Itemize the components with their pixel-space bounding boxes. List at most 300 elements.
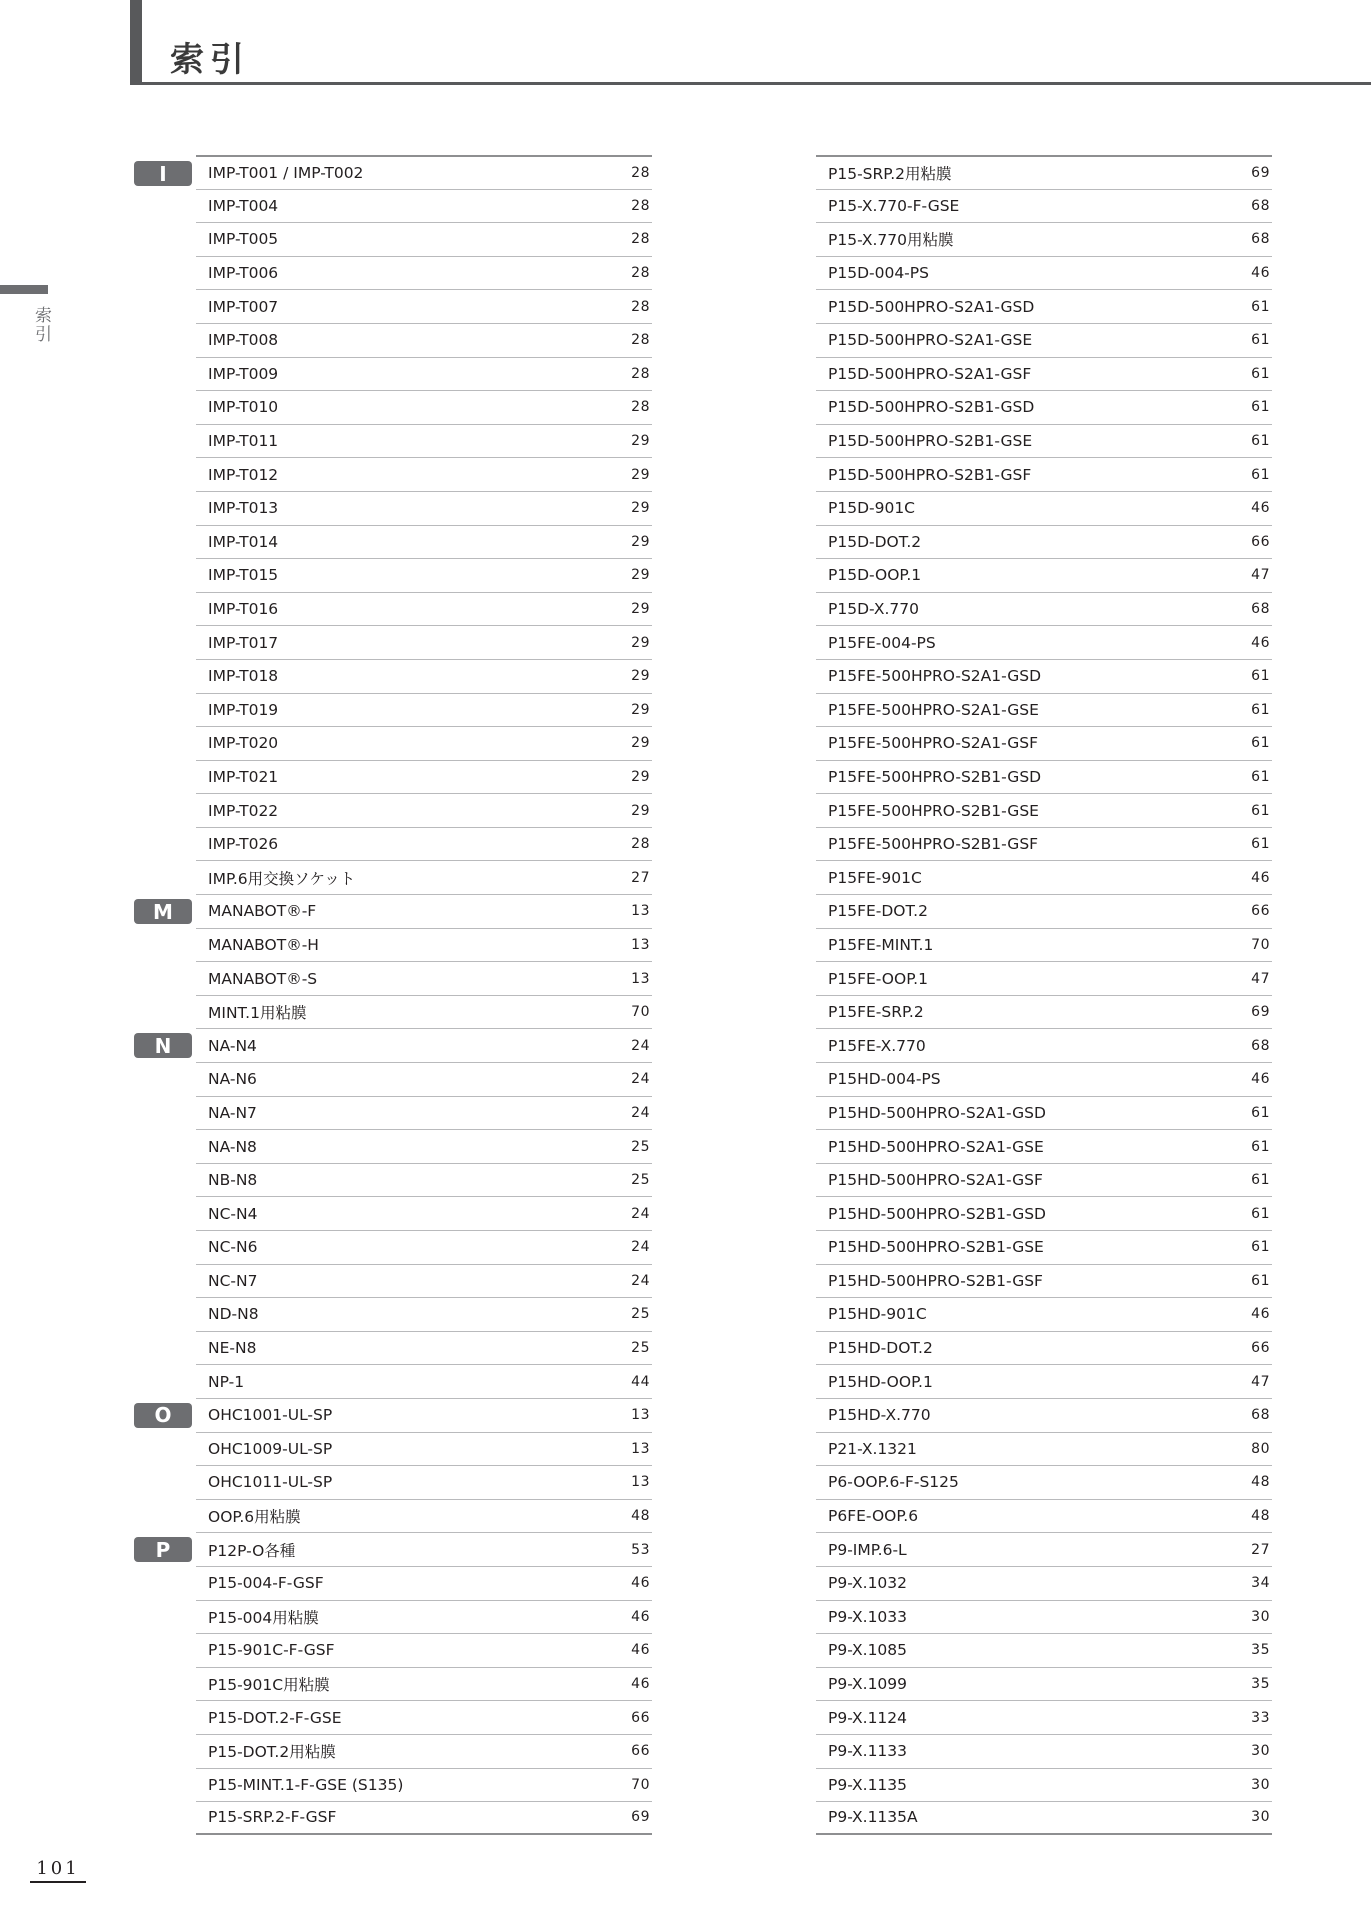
index-entry-page: 68 — [1251, 1407, 1270, 1424]
index-entry-page: 25 — [631, 1306, 650, 1323]
index-entry-page: 44 — [631, 1373, 650, 1390]
index-row — [816, 592, 1272, 626]
index-entry-page: 66 — [1251, 533, 1270, 550]
index-row — [196, 323, 652, 357]
index-row — [196, 457, 652, 491]
index-entry-code: OOP.6用粘膜 — [208, 1508, 301, 1527]
index-entry-page: 61 — [1251, 399, 1270, 416]
index-row — [816, 1667, 1272, 1701]
index-entry-code: P15D-DOT.2 — [828, 532, 922, 551]
index-entry-code: P15HD-DOT.2 — [828, 1339, 933, 1358]
index-row — [196, 995, 652, 1029]
index-entry-code: NP-1 — [208, 1372, 245, 1391]
index-entry-code: IMP-T026 — [208, 835, 279, 854]
index-entry-code: P9-X.1133 — [828, 1742, 908, 1761]
index-entry-code: IMP-T006 — [208, 264, 279, 283]
index-entry-page: 48 — [1251, 1508, 1270, 1525]
index-entry-code: P15HD-OOP.1 — [828, 1372, 933, 1391]
index-entry-page: 46 — [1251, 500, 1270, 517]
index-row — [816, 424, 1272, 458]
index-entry-page: 28 — [631, 365, 650, 382]
index-entry-page: 61 — [1251, 1205, 1270, 1222]
index-entry-code: IMP-T022 — [208, 801, 279, 820]
index-entry-page: 80 — [1251, 1440, 1270, 1457]
index-entry-code: NA-N8 — [208, 1137, 257, 1156]
index-entry-code: P15FE-MINT.1 — [828, 935, 934, 954]
index-row — [196, 289, 652, 323]
index-row — [196, 1667, 652, 1701]
index-row — [816, 1028, 1272, 1062]
index-row — [159, 155, 652, 189]
index-entry-page: 70 — [631, 1004, 650, 1021]
index-entry-page: 13 — [631, 1440, 650, 1457]
index-row — [816, 390, 1272, 424]
index-entry-code: P15D-500HPRO-S2B1-GSF — [828, 465, 1032, 484]
index-entry-code: NC-N6 — [208, 1238, 258, 1257]
index-entry-page: 66 — [1251, 1340, 1270, 1357]
index-entry-code: ND-N8 — [208, 1305, 259, 1324]
index-row — [816, 289, 1272, 323]
title-rule — [130, 82, 1371, 85]
index-row — [816, 1465, 1272, 1499]
index-entry-page: 28 — [631, 836, 650, 853]
index-entry-code: P15-X.770用粘膜 — [828, 231, 954, 250]
index-entry-code: P15HD-500HPRO-S2A1-GSE — [828, 1137, 1044, 1156]
index-row — [196, 659, 652, 693]
index-column-left — [153, 155, 652, 1835]
index-row — [816, 1398, 1272, 1432]
index-row — [196, 693, 652, 727]
index-entry-code: IMP-T008 — [208, 331, 279, 350]
index-entry-code: P15HD-500HPRO-S2A1-GSF — [828, 1171, 1043, 1190]
index-entry-code: NC-N4 — [208, 1204, 258, 1223]
index-row — [816, 1734, 1272, 1768]
index-row — [816, 323, 1272, 357]
index-entry-page: 25 — [631, 1172, 650, 1189]
index-row — [196, 1432, 652, 1466]
index-entry-page: 28 — [631, 265, 650, 282]
index-row — [196, 1297, 652, 1331]
index-entry-page: 61 — [1251, 1172, 1270, 1189]
index-entry-page: 61 — [1251, 802, 1270, 819]
index-row — [196, 1129, 652, 1163]
index-row — [816, 1499, 1272, 1533]
index-column-right — [816, 155, 1272, 1835]
index-entry-page: 29 — [631, 668, 650, 685]
index-entry-page: 28 — [631, 399, 650, 416]
index-entry-code: NC-N7 — [208, 1271, 258, 1290]
index-entry-code: P9-X.1135 — [828, 1775, 908, 1794]
section-letter-badge: O — [134, 1403, 192, 1428]
index-entry-page: 13 — [631, 1474, 650, 1491]
index-entry-code: P15FE-500HPRO-S2A1-GSD — [828, 667, 1042, 686]
index-entry-code: P15HD-500HPRO-S2B1-GSD — [828, 1204, 1046, 1223]
index-entry-page: 46 — [1251, 869, 1270, 886]
index-entry-code: P15D-X.770 — [828, 600, 919, 619]
index-entry-page: 66 — [631, 1743, 650, 1760]
index-entry-code: P15HD-X.770 — [828, 1406, 931, 1425]
index-row — [816, 928, 1272, 962]
index-entry-code: P15D-500HPRO-S2B1-GSE — [828, 432, 1033, 451]
index-entry-page: 48 — [1251, 1474, 1270, 1491]
index-row — [816, 1163, 1272, 1197]
index-row — [816, 491, 1272, 525]
index-entry-code: P15FE-500HPRO-S2B1-GSF — [828, 835, 1039, 854]
index-entry-page: 53 — [631, 1541, 650, 1558]
index-row — [153, 894, 652, 928]
index-entry-page: 24 — [631, 1239, 650, 1256]
index-entry-page: 61 — [1251, 298, 1270, 315]
index-entry-page: 61 — [1251, 1104, 1270, 1121]
index-entry-page: 70 — [631, 1776, 650, 1793]
index-entry-code: P21-X.1321 — [828, 1439, 917, 1458]
index-row — [816, 558, 1272, 592]
index-row — [816, 726, 1272, 760]
index-entry-code: IMP-T007 — [208, 297, 279, 316]
index-row — [196, 525, 652, 559]
index-row — [196, 860, 652, 894]
index-row — [196, 1264, 652, 1298]
index-entry-page: 29 — [631, 500, 650, 517]
index-entry-code: IMP-T014 — [208, 532, 279, 551]
index-entry-page: 47 — [1251, 567, 1270, 584]
index-row — [816, 1532, 1272, 1566]
section-letter-badge: I — [134, 161, 192, 186]
index-entry-code: P15-SRP.2用粘膜 — [828, 164, 952, 183]
index-entry-page: 47 — [1251, 970, 1270, 987]
index-entry-code: P9-IMP.6-L — [828, 1540, 907, 1559]
index-entry-page: 68 — [1251, 1037, 1270, 1054]
index-entry-page: 28 — [631, 164, 650, 181]
index-entry-page: 47 — [1251, 1373, 1270, 1390]
index-entry-code: P9-X.1124 — [828, 1708, 908, 1727]
index-entry-code: P9-X.1033 — [828, 1607, 908, 1626]
index-row — [154, 1398, 652, 1432]
index-entry-code: P15-901C用粘膜 — [208, 1676, 330, 1695]
index-entry-code: NB-N8 — [208, 1171, 258, 1190]
index-entry-page: 29 — [631, 567, 650, 584]
index-entry-code: IMP-T010 — [208, 398, 279, 417]
index-entry-code: P15D-OOP.1 — [828, 566, 922, 585]
index-entry-code: OHC1011-UL-SP — [208, 1473, 333, 1492]
index-row — [196, 1196, 652, 1230]
index-row — [816, 1230, 1272, 1264]
index-row — [816, 1096, 1272, 1130]
index-row — [196, 1465, 652, 1499]
index-row — [816, 793, 1272, 827]
index-entry-page: 13 — [631, 970, 650, 987]
index-entry-code: P15HD-901C — [828, 1305, 927, 1324]
index-row — [196, 1364, 652, 1398]
index-entry-code: P15-MINT.1-F-GSE (S135) — [208, 1775, 404, 1794]
index-entry-code: NE-N8 — [208, 1339, 257, 1358]
index-entry-code: P15-004-F-GSF — [208, 1574, 324, 1593]
index-entry-code: P15D-500HPRO-S2B1-GSD — [828, 398, 1035, 417]
index-entry-page: 69 — [1251, 164, 1270, 181]
index-row — [196, 1633, 652, 1667]
index-entry-page: 29 — [631, 634, 650, 651]
index-row — [816, 155, 1272, 189]
index-entry-code: IMP-T013 — [208, 499, 279, 518]
index-entry-code: P15-DOT.2用粘膜 — [208, 1743, 336, 1762]
index-entry-page: 24 — [631, 1104, 650, 1121]
index-entry-page: 48 — [631, 1508, 650, 1525]
index-entry-page: 69 — [1251, 1004, 1270, 1021]
index-row — [816, 189, 1272, 223]
index-row — [196, 189, 652, 223]
index-entry-code: P15FE-500HPRO-S2B1-GSD — [828, 767, 1042, 786]
index-entry-page: 30 — [1251, 1776, 1270, 1793]
index-entry-code: P15D-004-PS — [828, 264, 929, 283]
index-entry-code: MINT.1用粘膜 — [208, 1004, 307, 1023]
index-row — [816, 961, 1272, 995]
index-row — [196, 1600, 652, 1634]
index-entry-page: 61 — [1251, 735, 1270, 752]
index-row — [816, 1600, 1272, 1634]
index-entry-page: 61 — [1251, 1239, 1270, 1256]
index-entry-code: OHC1001-UL-SP — [208, 1406, 333, 1425]
index-row — [816, 860, 1272, 894]
index-row — [816, 1297, 1272, 1331]
index-row — [196, 928, 652, 962]
index-entry-page: 46 — [1251, 1071, 1270, 1088]
title-accent-bar — [130, 0, 142, 85]
index-row — [196, 424, 652, 458]
index-row — [816, 693, 1272, 727]
index-entry-page: 46 — [631, 1676, 650, 1693]
index-row — [196, 558, 652, 592]
index-entry-page: 25 — [631, 1138, 650, 1155]
index-entry-code: OHC1009-UL-SP — [208, 1439, 333, 1458]
index-row — [816, 659, 1272, 693]
index-entry-code: P15D-901C — [828, 499, 916, 518]
index-entry-code: IMP-T020 — [208, 734, 279, 753]
index-entry-code: P9-X.1135A — [828, 1808, 918, 1827]
index-entry-page: 68 — [1251, 231, 1270, 248]
index-row — [816, 1432, 1272, 1466]
index-row — [816, 525, 1272, 559]
index-entry-page: 70 — [1251, 936, 1270, 953]
index-entry-code: P9-X.1099 — [828, 1675, 908, 1694]
index-entry-code: P15HD-004-PS — [828, 1070, 941, 1089]
side-tab-label: 索引 — [31, 306, 51, 344]
index-entry-page: 61 — [1251, 768, 1270, 785]
index-entry-page: 46 — [1251, 634, 1270, 651]
index-entry-code: P15-004用粘膜 — [208, 1608, 319, 1627]
index-entry-page: 24 — [631, 1071, 650, 1088]
index-entry-page: 29 — [631, 533, 650, 550]
index-row — [196, 357, 652, 391]
index-row — [196, 726, 652, 760]
index-row — [196, 1768, 652, 1802]
index-row — [816, 1801, 1272, 1835]
index-entry-code: P15FE-500HPRO-S2A1-GSF — [828, 734, 1039, 753]
index-entry-page: 66 — [631, 1709, 650, 1726]
index-entry-code: P15FE-500HPRO-S2B1-GSE — [828, 801, 1039, 820]
index-row — [196, 222, 652, 256]
index-row — [196, 256, 652, 290]
index-entry-page: 25 — [631, 1340, 650, 1357]
index-row — [816, 222, 1272, 256]
index-entry-code: IMP-T021 — [208, 767, 279, 786]
side-tab-marker — [0, 285, 48, 294]
index-entry-page: 29 — [631, 601, 650, 618]
index-entry-page: 61 — [1251, 433, 1270, 450]
index-entry-code: IMP-T018 — [208, 667, 279, 686]
index-row — [816, 1364, 1272, 1398]
index-row — [816, 827, 1272, 861]
index-entry-code: P15HD-500HPRO-S2B1-GSE — [828, 1238, 1044, 1257]
index-entry-code: NA-N7 — [208, 1103, 257, 1122]
index-entry-page: 30 — [1251, 1608, 1270, 1625]
index-entry-code: P15FE-500HPRO-S2A1-GSE — [828, 700, 1039, 719]
index-entry-page: 29 — [631, 802, 650, 819]
index-entry-code: P15D-500HPRO-S2A1-GSD — [828, 297, 1035, 316]
index-entry-code: P15FE-X.770 — [828, 1036, 926, 1055]
index-entry-page: 46 — [1251, 265, 1270, 282]
index-row — [816, 1196, 1272, 1230]
index-row — [816, 256, 1272, 290]
index-row — [196, 625, 652, 659]
index-row — [196, 1163, 652, 1197]
section-letter-badge: N — [134, 1033, 192, 1058]
index-entry-code: P15HD-500HPRO-S2B1-GSF — [828, 1271, 1043, 1290]
index-entry-code: IMP-T012 — [208, 465, 279, 484]
index-row — [816, 894, 1272, 928]
page-number: 101 — [30, 1858, 86, 1883]
index-entry-code: P12P-O各種 — [208, 1541, 296, 1560]
index-row — [816, 625, 1272, 659]
index-row — [154, 1028, 652, 1062]
index-entry-page: 28 — [631, 332, 650, 349]
index-entry-page: 30 — [1251, 1743, 1270, 1760]
index-entry-page: 28 — [631, 298, 650, 315]
index-entry-code: IMP-T017 — [208, 633, 279, 652]
index-entry-page: 35 — [1251, 1642, 1270, 1659]
index-entry-code: MANABOT®-S — [208, 969, 318, 988]
index-entry-code: P6FE-OOP.6 — [828, 1507, 919, 1526]
index-entry-page: 13 — [631, 1407, 650, 1424]
index-entry-page: 24 — [631, 1272, 650, 1289]
index-entry-page: 61 — [1251, 466, 1270, 483]
index-entry-code: P6-OOP.6-F-S125 — [828, 1473, 959, 1492]
index-row — [196, 1734, 652, 1768]
index-entry-page: 24 — [631, 1037, 650, 1054]
index-entry-code: MANABOT®-F — [208, 902, 317, 921]
index-entry-page: 35 — [1251, 1676, 1270, 1693]
index-row — [196, 1230, 652, 1264]
index-entry-page: 69 — [631, 1809, 650, 1826]
index-entry-code: P9-X.1032 — [828, 1574, 908, 1593]
index-row — [196, 1062, 652, 1096]
index-row — [816, 760, 1272, 794]
index-entry-code: NA-N6 — [208, 1070, 257, 1089]
index-entry-code: IMP-T001 / IMP-T002 — [208, 163, 364, 182]
index-row — [196, 961, 652, 995]
index-entry-page: 13 — [631, 936, 650, 953]
index-row — [196, 1499, 652, 1533]
index-row — [196, 1566, 652, 1600]
index-entry-page: 46 — [631, 1642, 650, 1659]
index-entry-code: MANABOT®-H — [208, 935, 319, 954]
index-row — [196, 1801, 652, 1835]
index-entry-page: 61 — [1251, 701, 1270, 718]
index-entry-page: 28 — [631, 197, 650, 214]
index-entry-page: 24 — [631, 1205, 650, 1222]
index-entry-code: IMP-T005 — [208, 230, 279, 249]
index-entry-page: 46 — [631, 1575, 650, 1592]
index-entry-code: P15HD-500HPRO-S2A1-GSD — [828, 1103, 1046, 1122]
index-entry-page: 27 — [1251, 1541, 1270, 1558]
index-entry-page: 29 — [631, 466, 650, 483]
index-row — [196, 827, 652, 861]
index-row — [196, 1700, 652, 1734]
index-entry-page: 61 — [1251, 332, 1270, 349]
section-letter-badge: P — [134, 1537, 192, 1562]
index-entry-page: 61 — [1251, 365, 1270, 382]
index-entry-page: 30 — [1251, 1809, 1270, 1826]
index-entry-page: 29 — [631, 735, 650, 752]
index-entry-code: P15FE-OOP.1 — [828, 969, 928, 988]
index-row — [816, 357, 1272, 391]
index-entry-code: P15FE-DOT.2 — [828, 902, 928, 921]
index-row — [816, 1768, 1272, 1802]
index-entry-page: 29 — [631, 433, 650, 450]
index-entry-page: 68 — [1251, 601, 1270, 618]
index-entry-page: 29 — [631, 768, 650, 785]
index-row — [816, 1566, 1272, 1600]
index-entry-code: P15D-500HPRO-S2A1-GSE — [828, 331, 1033, 350]
index-entry-page: 27 — [631, 869, 650, 886]
index-row — [196, 793, 652, 827]
index-entry-page: 34 — [1251, 1575, 1270, 1592]
index-row — [196, 390, 652, 424]
index-entry-page: 61 — [1251, 1138, 1270, 1155]
index-entry-page: 61 — [1251, 836, 1270, 853]
index-entry-page: 33 — [1251, 1709, 1270, 1726]
index-entry-code: P15FE-004-PS — [828, 633, 936, 652]
index-row — [816, 1129, 1272, 1163]
index-row — [816, 1700, 1272, 1734]
index-entry-code: IMP-T009 — [208, 364, 279, 383]
index-entry-code: P15FE-901C — [828, 868, 922, 887]
index-entry-page: 61 — [1251, 668, 1270, 685]
index-row — [816, 1264, 1272, 1298]
index-row — [196, 1331, 652, 1365]
index-entry-code: IMP-T019 — [208, 700, 279, 719]
index-entry-code: IMP.6用交換ソケット — [208, 869, 356, 888]
index-entry-code: IMP-T016 — [208, 600, 279, 619]
index-entry-code: P15-901C-F-GSF — [208, 1641, 335, 1660]
page-title: 索引 — [170, 40, 250, 80]
index-row — [816, 995, 1272, 1029]
index-entry-page: 13 — [631, 903, 650, 920]
index-entry-page: 46 — [631, 1608, 650, 1625]
index-entry-code: P15D-500HPRO-S2A1-GSF — [828, 364, 1032, 383]
index-entry-code: P15-X.770-F-GSE — [828, 196, 960, 215]
index-row — [816, 457, 1272, 491]
index-entry-page: 61 — [1251, 1272, 1270, 1289]
index-row — [196, 592, 652, 626]
index-entry-code: IMP-T011 — [208, 432, 279, 451]
index-entry-page: 68 — [1251, 197, 1270, 214]
index-row — [816, 1331, 1272, 1365]
index-entry-page: 28 — [631, 231, 650, 248]
index-entry-code: IMP-T004 — [208, 196, 279, 215]
index-entry-page: 46 — [1251, 1306, 1270, 1323]
index-entry-code: P9-X.1085 — [828, 1641, 908, 1660]
index-entry-code: P15-SRP.2-F-GSF — [208, 1808, 337, 1827]
